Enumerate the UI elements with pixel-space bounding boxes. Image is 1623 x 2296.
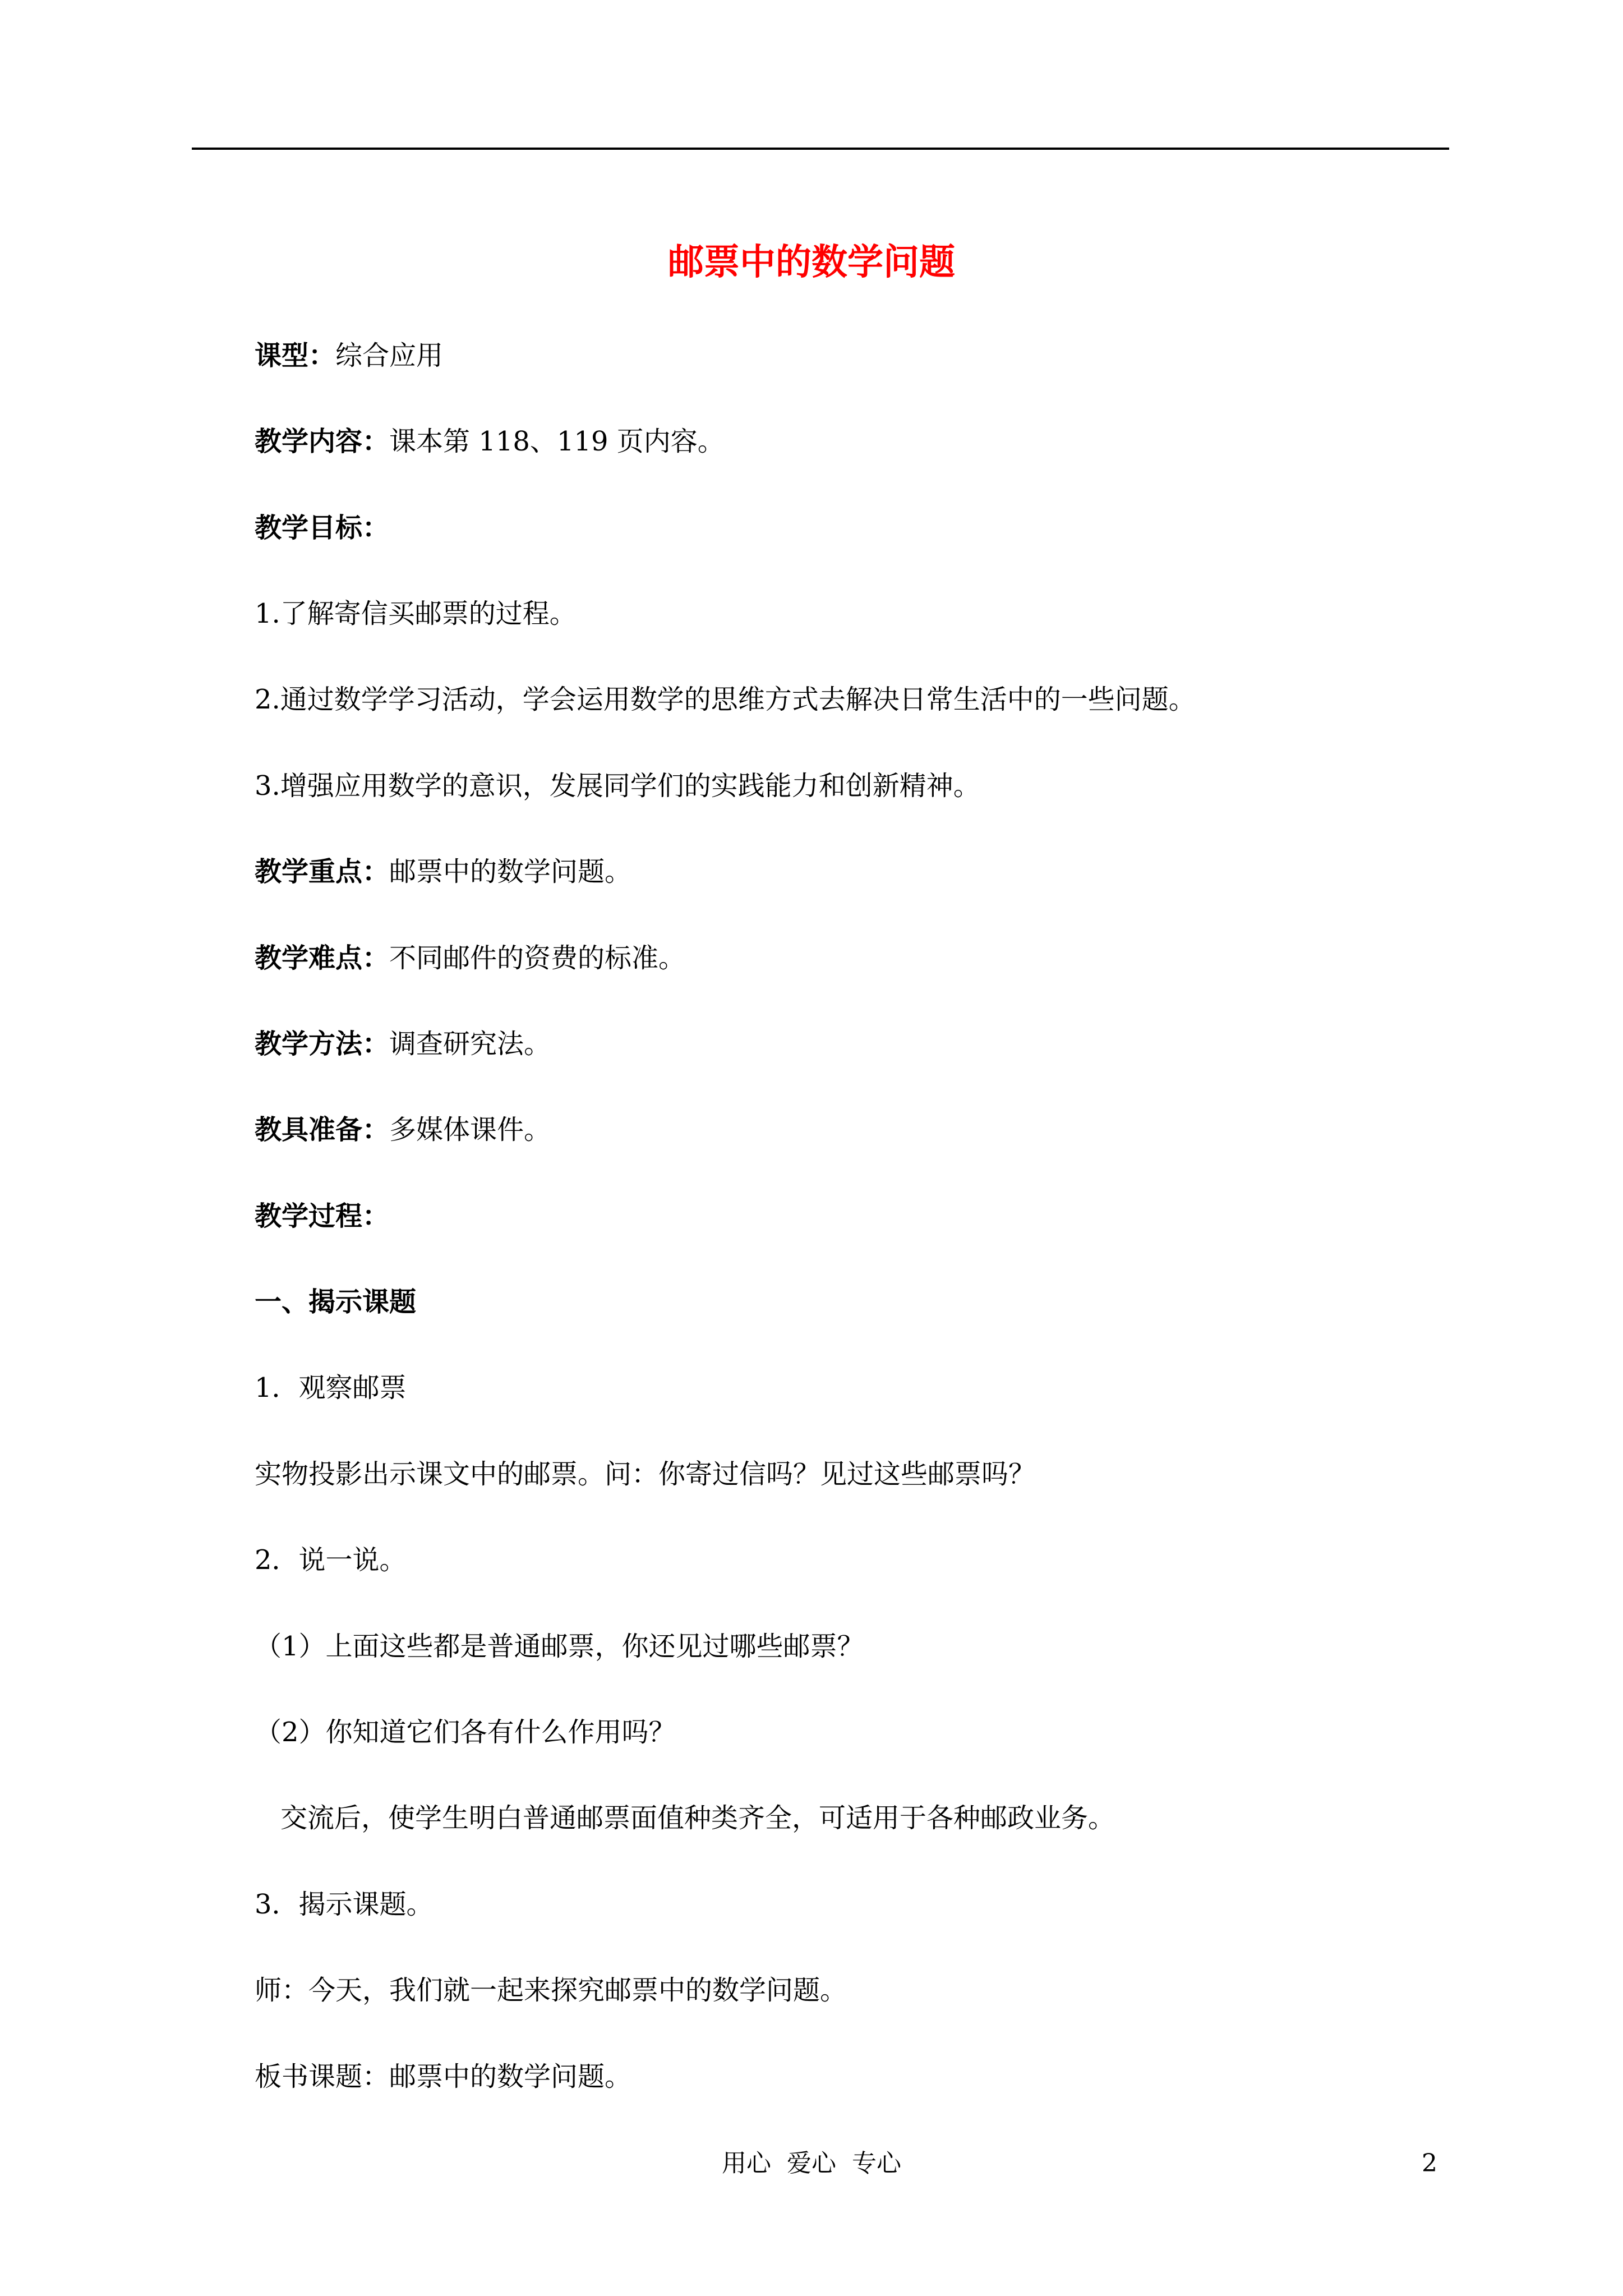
process-heading <box>255 1198 389 1234</box>
exchange-summary: 交流后，使学生明白普通邮票面值种类齐全，可适用于各种邮政业务。 <box>280 1802 1115 1834</box>
header-rule <box>192 148 1449 150</box>
step-observe-stamps: 1．观察邮票 <box>255 1372 407 1404</box>
materials-label: 教具准备： <box>255 1114 390 1145</box>
teaching-content-value: 课本第 118、119 页内容。 <box>389 426 725 457</box>
teaching-content-label: 教学内容： <box>255 426 390 457</box>
section-one-heading <box>255 1284 416 1320</box>
step-say: 2．说一说。 <box>255 1544 407 1576</box>
page-number: 2 <box>1422 2149 1437 2178</box>
teaching-goals-label: 教学目标： <box>255 512 390 544</box>
step-reveal-topic: 3．揭示课题。 <box>255 1889 434 1920</box>
course-type-line <box>255 338 443 374</box>
teaching-goals-heading <box>255 510 389 546</box>
key-point-line <box>255 854 631 890</box>
board-topic: 板书课题：邮票中的数学问题。 <box>255 2061 632 2092</box>
projection-question: 实物投影出示课文中的邮票。问：你寄过信吗？见过这些邮票吗？ <box>255 1458 1036 1490</box>
teaching-content-line <box>255 424 725 459</box>
materials-value: 多媒体课件。 <box>389 1114 551 1145</box>
difficulty-label: 教学难点： <box>255 942 390 974</box>
difficulty-value: 不同邮件的资费的标准。 <box>389 942 686 974</box>
difficulty-line <box>255 940 685 976</box>
course-type-label: 课型： <box>255 340 336 371</box>
key-point-label: 教学重点： <box>255 856 390 887</box>
section-one-label: 一、揭示课题 <box>255 1286 417 1318</box>
materials-line <box>255 1112 551 1148</box>
method-line <box>255 1026 551 1062</box>
course-type-value: 综合应用 <box>335 340 444 371</box>
process-label: 教学过程： <box>255 1200 390 1232</box>
footer-motto: 用心 爱心 专心 <box>722 2149 901 2178</box>
goal-item-2: 2.通过数学学习活动，学会运用数学的思维方式去解决日常生活中的一些问题。 <box>255 684 1196 715</box>
teacher-statement: 师：今天，我们就一起来探究邮票中的数学问题。 <box>255 1975 847 2006</box>
goal-item-3: 3.增强应用数学的意识，发展同学们的实践能力和创新精神。 <box>255 770 980 802</box>
method-label: 教学方法： <box>255 1028 390 1060</box>
key-point-value: 邮票中的数学问题。 <box>389 856 632 887</box>
document-title: 邮票中的数学问题 <box>668 241 955 283</box>
question-2: （2）你知道它们各有什么作用吗？ <box>255 1717 676 1748</box>
goal-item-1: 1.了解寄信买邮票的过程。 <box>255 598 577 629</box>
method-value: 调查研究法。 <box>389 1028 551 1060</box>
question-1: （1）上面这些都是普通邮票，你还见过哪些邮票？ <box>255 1631 864 1662</box>
